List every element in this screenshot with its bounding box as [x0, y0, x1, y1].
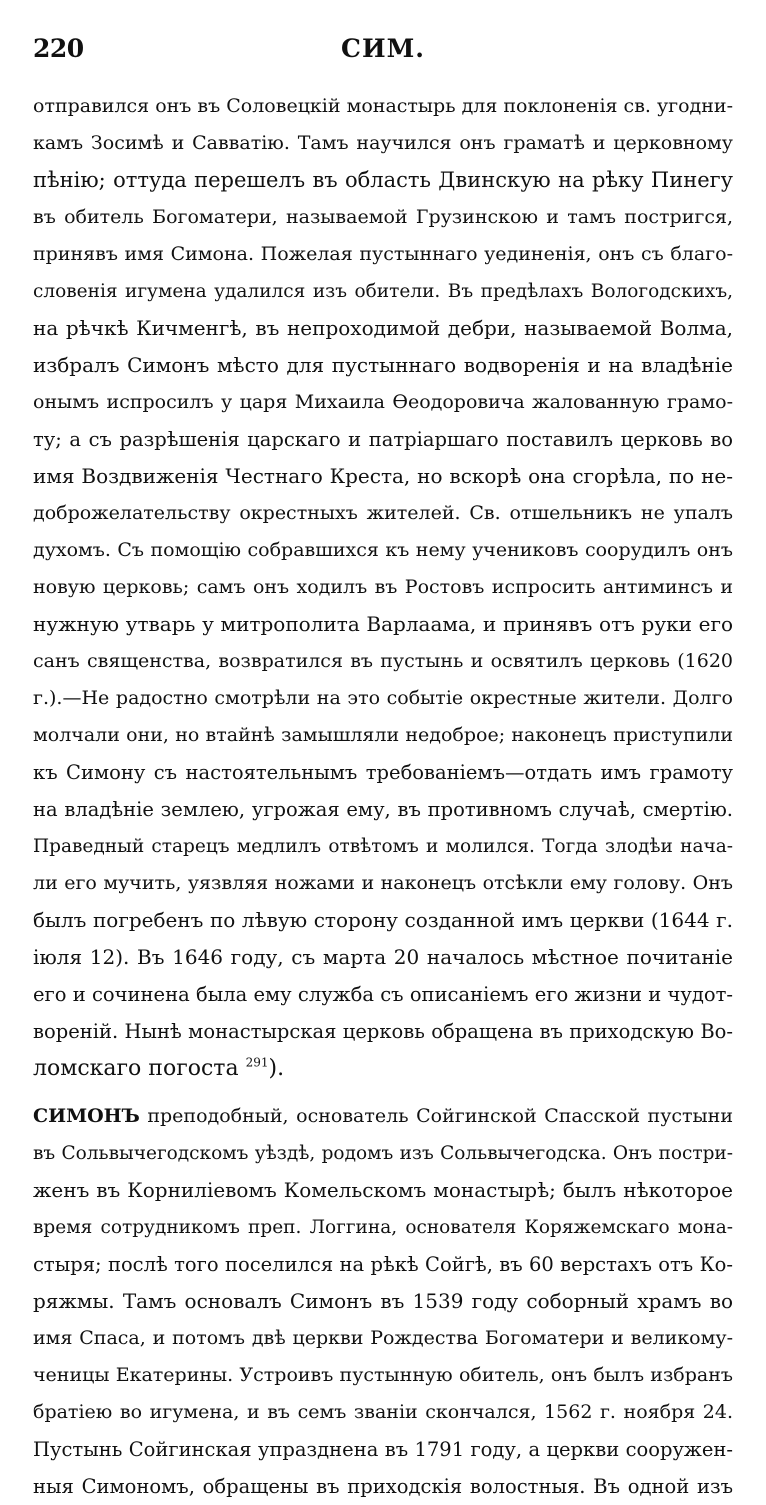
- text-line: [33, 1246, 733, 1283]
- body-text: [33, 88, 733, 1505]
- text-line: имя Воздвиженія Честнаго Креста, но вскорѣ она сгорѣла, по не-: [33, 464, 733, 488]
- text-line: [33, 1431, 733, 1468]
- text-line: въ обитель Богоматери, называемой Грузинскою и тамъ постригся,: [33, 206, 733, 228]
- paragraph-simon-soiginsky: [33, 1098, 733, 1505]
- text-line: на владѣніе землею, угрожая ему, въ противномъ случаѣ, смертію.: [33, 798, 733, 821]
- text-line: [33, 1098, 733, 1135]
- text-line: былъ погребенъ по лѣвую сторону созданной имъ церкви (1644 г.: [33, 908, 733, 932]
- text-line: [33, 1283, 733, 1320]
- line-text: ныя Симономъ, обращены въ приходскія волостныя. Въ одной изъ: [33, 1475, 733, 1498]
- text-line: санъ священства, возвратился въ пустынь и освятилъ церковь (1620: [33, 650, 733, 672]
- text-line: ту; а съ разрѣшенія царскаго и патріаршаго поставилъ церковь во: [33, 428, 733, 451]
- text-line: [33, 1135, 733, 1172]
- line-text: ).: [268, 1056, 285, 1081]
- text-line: [33, 1050, 733, 1087]
- footnote-ref: 291: [245, 1055, 269, 1070]
- text-line: іюля 12). Въ 1646 году, съ марта 20 началось мѣстное почитаніе: [33, 945, 733, 969]
- line-text: ряжмы. Тамъ основалъ Симонъ въ 1539 году соборный храмъ во: [33, 1289, 733, 1313]
- text-line: отправился онъ въ Соловецкій монастырь для поклоненія св. угодни-: [33, 95, 733, 117]
- paragraph-simon-volomsky: [33, 88, 733, 1050]
- text-line: пѣнію; оттуда перешелъ въ область Двинскую на рѣку Пинегу: [33, 168, 733, 192]
- text-line: [33, 1172, 733, 1209]
- text-line: словенія игумена удалился изъ обители. Въ предѣлахъ Вологодскихъ,: [33, 281, 733, 302]
- line-text: время сотрудникомъ преп. Логгина, основателя Коряжемскаго мона-: [33, 1217, 733, 1238]
- line-text: братіею во игумена, и въ семъ званіи скончался, 1562 г. ноября 24.: [33, 1401, 733, 1423]
- page-header: [0, 34, 766, 74]
- line-text: Пустынь Сойгинская упразднена въ 1791 году, а церкви сооружен-: [33, 1438, 733, 1461]
- running-title: СИМ.: [341, 34, 425, 63]
- text-line: избралъ Симонъ мѣсто для пустыннаго водворенія и на владѣніе: [33, 353, 733, 377]
- paragraph-gap: [33, 1087, 733, 1098]
- text-line: [33, 1320, 733, 1357]
- line-text: ченицы Екатерины. Устроивъ пустынную обитель, онъ былъ избранъ: [33, 1364, 733, 1386]
- text-line: молчали они, но втайнѣ замышляли недоброе; наконецъ приступили: [33, 724, 733, 746]
- text-line: камъ Зосимѣ и Савватію. Тамъ научился онъ граматѣ и церковному: [33, 132, 733, 154]
- text-line: вореній. Нынѣ монастырская церковь обращена въ приходскую Во-: [33, 1020, 733, 1043]
- text-line: новую церковь; самъ онъ ходилъ въ Ростовъ испросить антиминсъ и: [33, 576, 733, 598]
- line-text: имя Спаса, и потомъ двѣ церкви Рождества Богоматери и великому-: [33, 1327, 733, 1349]
- text-line: на рѣчкѣ Кичменгѣ, въ непроходимой дебри, называемой Волма,: [33, 316, 733, 340]
- text-line: принявъ имя Симона. Пожелая пустыннаго уединенія, онъ съ благо-: [33, 243, 733, 265]
- line-text: въ Сольвычегодскомъ уѣздѣ, родомъ изъ Сольвычегодска. Онъ постри-: [33, 1143, 733, 1164]
- text-line: [33, 1468, 733, 1505]
- text-line: духомъ. Съ помощію собравшихся къ нему учениковъ соорудилъ онъ: [33, 539, 733, 561]
- text-line: [33, 1357, 733, 1394]
- text-line: нужную утварь у митрополита Варлаама, и принявъ отъ руки его: [33, 612, 733, 636]
- text-line: къ Симону съ настоятельнымъ требованіемъ—отдать имъ грамоту: [33, 761, 733, 784]
- text-line: доброжелательству окрестныхъ жителей. Св. отшельникъ не упалъ: [33, 502, 733, 524]
- text-line: Праведный старецъ медлилъ отвѣтомъ и молился. Тогда злодѣи нача-: [33, 836, 733, 857]
- page-number: 220: [33, 34, 84, 63]
- text-line: онымъ испросилъ у царя Михаила Ѳеодоровича жалованную грамо-: [33, 391, 733, 413]
- entry-headword: СИМОНЪ: [33, 1105, 140, 1127]
- line-text: женъ въ Корниліевомъ Комельскомъ монастырѣ; былъ нѣкоторое: [33, 1178, 733, 1202]
- text-line: [33, 1209, 733, 1246]
- line-text: преподобный, основатель Сойгинской Спасской пустыни: [139, 1105, 733, 1127]
- text-line: ли его мучить, уязвляя ножами и наконецъ отсѣкли ему голову. Онъ: [33, 872, 733, 894]
- text-line: [33, 1394, 733, 1431]
- line-text: ломскаго погоста: [33, 1056, 239, 1081]
- text-line: его и сочинена была ему служба съ описаніемъ его жизни и чудот-: [33, 983, 733, 1006]
- line-text: стыря; послѣ того поселился на рѣкѣ Сойгѣ, въ 60 верстахъ отъ Ко-: [33, 1253, 733, 1276]
- text-line: г.).—Не радостно смотрѣли на это событіе окрестные жители. Долго: [33, 687, 733, 709]
